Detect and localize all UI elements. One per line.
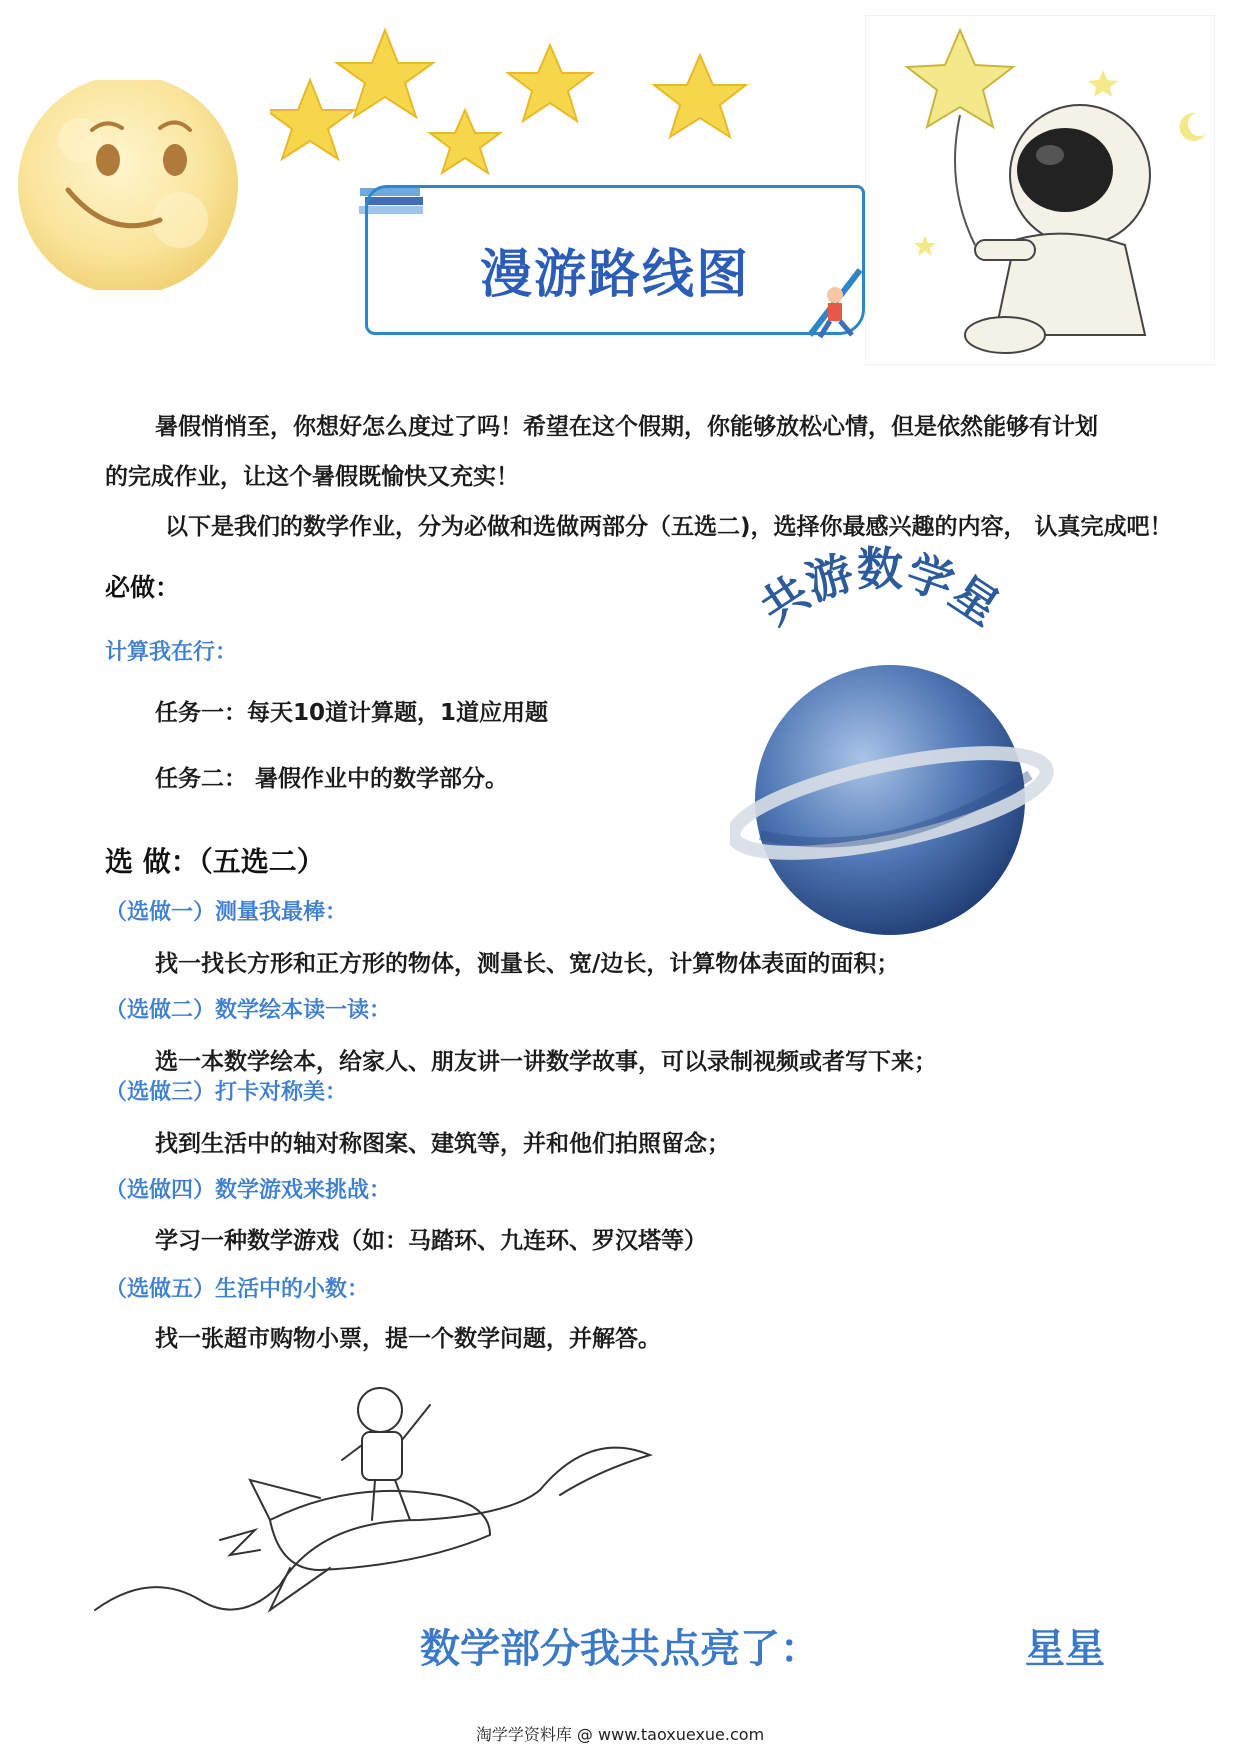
arc-title-text: 共游数学星 — [751, 542, 1009, 636]
required-task-2: 任务二： 暑假作业中的数学部分。 — [155, 766, 509, 792]
decorative-stars — [270, 25, 830, 195]
running-kid-pencil-icon — [800, 265, 870, 345]
astronaut-rocket-line-drawing — [90, 1370, 690, 1630]
intro-line-1: 暑假悄悄至，你想好怎么度过了吗！希望在这个假期，你能够放松心情，但是依然能够有计划 — [155, 414, 1098, 440]
intro-line-2: 的完成作业，让这个暑假既愉快又充实！ — [105, 464, 519, 490]
required-task-1: 任务一：每天10道计算题，1道应用题 — [155, 700, 549, 726]
optional-item-1-desc: 找一找长方形和正方形的物体，测量长、宽/边长，计算物体表面的面积； — [155, 951, 900, 977]
optional-item-2-label: （选做二）数学绘本读一读： — [105, 998, 392, 1023]
footer-watermark: 淘学学资料库 @ www.taoxuexue.com — [475, 1725, 765, 1744]
optional-item-3-label: （选做三）打卡对称美： — [105, 1080, 348, 1105]
optional-item-1-label: （选做一）测量我最棒： — [105, 900, 348, 925]
optional-item-2-desc: 选一本数学绘本，给家人、朋友讲一讲数学故事，可以录制视频或者写下来； — [155, 1049, 937, 1075]
astronaut-balloon-illustration — [865, 15, 1215, 365]
required-subheading: 计算我在行： — [105, 640, 238, 665]
optional-item-4-desc: 学习一种数学游戏（如：马踏环、九连环、罗汉塔等） — [155, 1228, 707, 1254]
stars-count-prompt: 数学部分我共点亮了： — [420, 1626, 820, 1672]
smiling-moon-illustration — [10, 80, 250, 290]
arc-title-banner — [720, 540, 1040, 660]
blue-planet-illustration — [730, 665, 1060, 955]
page-title: 漫游路线图 — [479, 245, 750, 305]
stars-label: 星星 — [1025, 1626, 1105, 1672]
optional-item-5-desc: 找一张超市购物小票，提一个数学问题，并解答。 — [155, 1326, 661, 1352]
optional-item-5-label: （选做五）生活中的小数： — [105, 1277, 370, 1302]
optional-item-3-desc: 找到生活中的轴对称图案、建筑等，并和他们拍照留念； — [155, 1131, 730, 1157]
intro-line-3: 以下是我们的数学作业，分为必做和选做两部分（五选二)，选择你最感兴趣的内容， 认真完成吧！ — [165, 514, 1173, 540]
optional-heading: 选 做：（五选二） — [105, 845, 325, 878]
optional-item-4-label: （选做四）数学游戏来挑战： — [105, 1178, 392, 1203]
required-heading: 必做： — [105, 573, 181, 602]
